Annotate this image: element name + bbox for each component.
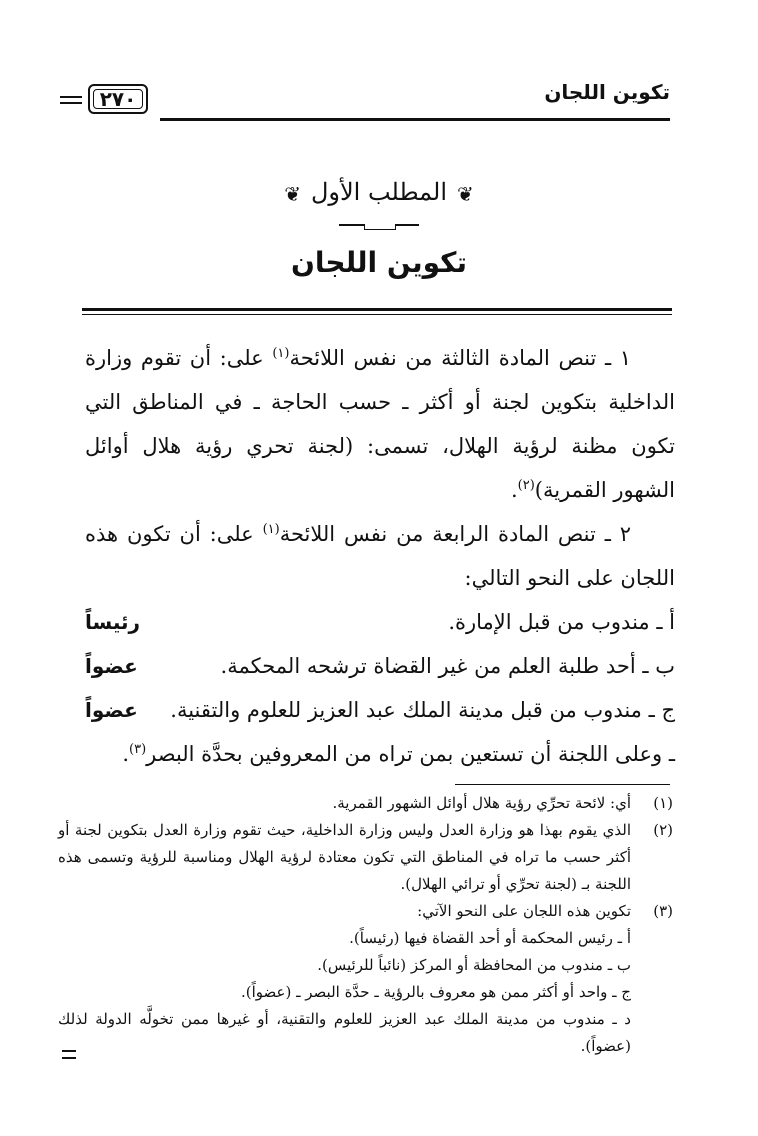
member-row [85, 688, 675, 732]
footnote-intro: تكوين هذه اللجان على النحو الآتي: [417, 902, 631, 920]
page-number-frame [60, 82, 180, 116]
member-role: رئيساً [85, 610, 141, 634]
footnote-number: (٢) [653, 821, 673, 839]
footnote-number: (١) [653, 794, 673, 812]
member-row [85, 600, 675, 644]
page-header [60, 80, 670, 120]
footnote-ref: (١) [262, 522, 280, 537]
paragraph-2 [85, 512, 675, 600]
footnote-item: أ ـ رئيس المحكمة أو أحد القضاة فيها (رئيساً). [349, 929, 631, 947]
closing-text: ـ وعلى اللجنة أن تستعين بمن تراه من المعروفين بحدَّة البصر [146, 742, 675, 766]
footnotes [58, 790, 673, 1060]
paragraph-1-end: . [510, 478, 518, 502]
header-rule [160, 118, 670, 121]
footnote-item: د ـ مندوب من مدينة الملك عبد العزيز للعلوم والتقنية، أو غيرها ممن تخولَّه الدولة لذلك (عضواً). [58, 1010, 631, 1055]
running-title: تكوين اللجان [544, 80, 670, 104]
footnote-3 [58, 898, 673, 1060]
footnote-ref: (٣) [129, 742, 147, 757]
closing-line [85, 732, 675, 776]
heading-underline-decor [339, 224, 419, 233]
footnote-2 [58, 817, 673, 898]
footnote-number: (٣) [653, 902, 673, 920]
footnote-text: الذي يقوم بهذا هو وزارة العدل وليس وزارة الداخلية، حيث تقوم وزارة العدل بتكوين لجنة أو أكثر حسب ما تراه في المناطق التي تكون معتادة لرؤية الهلال ومناسبة للرؤية وتسمى هذه اللجنة بـ (لجنة تحرِّي أو ترائي الهلال). [58, 821, 631, 893]
footnote-text: أي: لائحة تحرِّي رؤية هلال أوائل الشهور القمرية. [332, 794, 631, 812]
ornament-icon: ❦ [457, 181, 474, 206]
footnote-ref: (١) [272, 346, 290, 361]
member-row [85, 644, 675, 688]
page-number: ٢٧٠ [88, 84, 148, 114]
chapter-title: تكوين اللجان [291, 246, 467, 279]
footnote-1 [58, 790, 673, 817]
footnote-item: ب ـ مندوب من المحافظة أو المركز (نائباً للرئيس). [317, 956, 631, 974]
paragraph-1-text: ١ ـ تنص المادة الثالثة من نفس اللائحة [289, 346, 631, 370]
page-number-decor-line [60, 102, 82, 104]
title-rule [82, 308, 672, 315]
page-end-mark [62, 1050, 76, 1059]
closing-end: . [122, 742, 129, 766]
section-heading [0, 178, 758, 206]
member-role: عضواً [85, 698, 138, 722]
footnote-text [58, 898, 631, 1060]
footnote-ref: (٢) [517, 478, 535, 493]
paragraph-2-text: ٢ ـ تنص المادة الرابعة من نفس اللائحة [279, 522, 631, 546]
footnote-item: ج ـ واحد أو أكثر ممن هو معروف بالرؤية ـ حدَّة البصر ـ (عضواً). [240, 983, 631, 1001]
ornament-icon: ❦ [284, 181, 301, 206]
paragraph-1 [85, 336, 675, 512]
member-text: ج ـ مندوب من قبل مدينة الملك عبد العزيز للعلوم والتقنية. [170, 698, 675, 722]
paragraph-2-text-cont: على: أن تكون هذه اللجان على النحو التالي: [85, 522, 675, 590]
footnote-separator [455, 784, 670, 785]
member-role: عضواً [85, 654, 138, 678]
section-heading-text: المطلب الأول [310, 178, 448, 206]
page-number-decor-line [60, 96, 82, 98]
member-text: ب ـ أحد طلبة العلم من غير القضاة ترشحه المحكمة. [220, 654, 675, 678]
member-text: أ ـ مندوب من قبل الإمارة. [448, 610, 675, 634]
body-text [85, 336, 675, 776]
paragraph-1-text-cont: على: أن تقوم وزارة الداخلية بتكوين لجنة أو أكثر ـ حسب الحاجة ـ في المناطق التي تكون مظنة لرؤية الهلال، تسمى: (لجنة تحري رؤية هلال أوائل الشهور القمرية) [85, 346, 675, 502]
